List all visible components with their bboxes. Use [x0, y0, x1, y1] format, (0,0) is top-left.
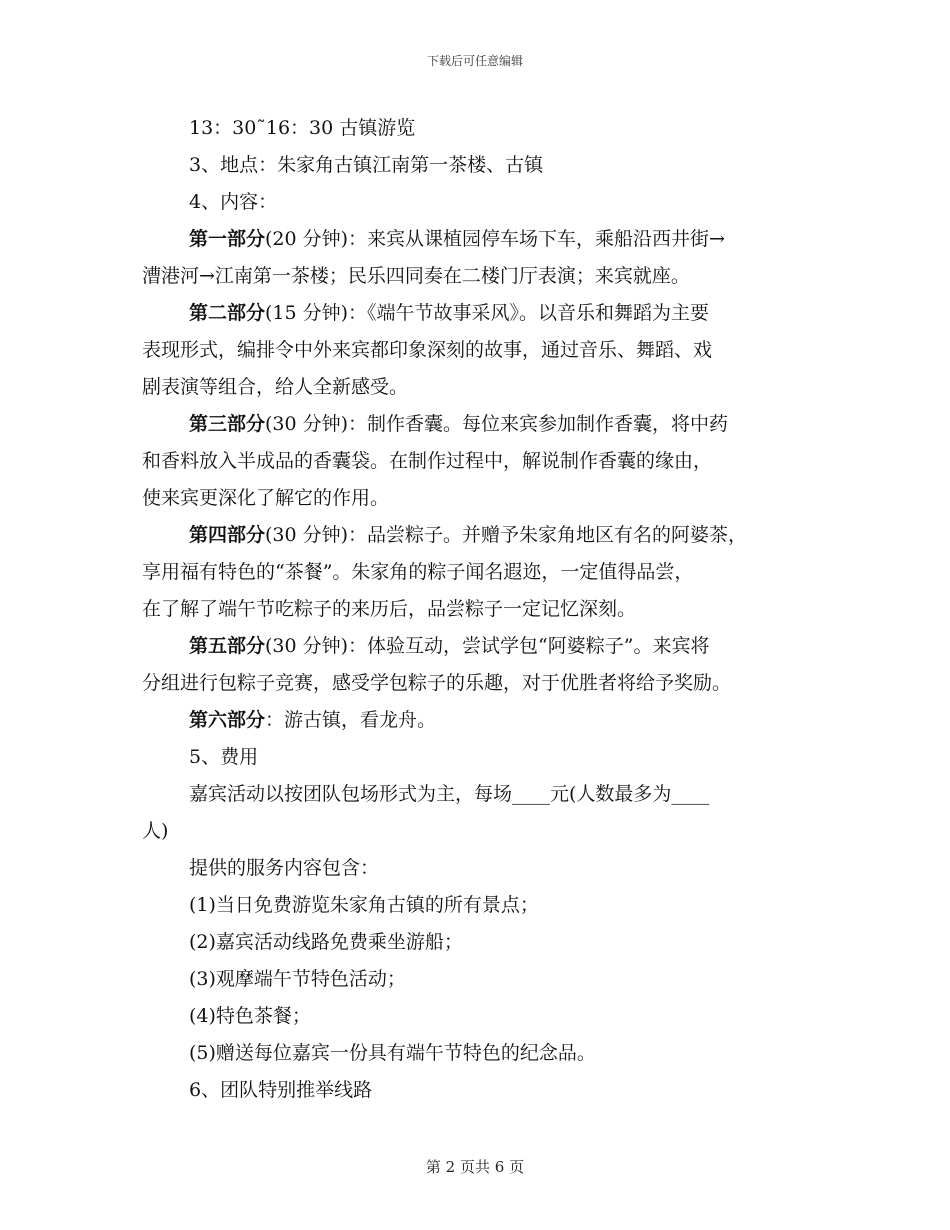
- page-header: 下载后可任意编辑: [426, 54, 523, 68]
- part-4-line-2: 享用福有特色的“茶餐”。朱家角的粽子闻名遐迩，一定值得品尝，: [142, 561, 694, 583]
- part-3-line-1: [142, 406, 822, 443]
- document-body: [142, 110, 822, 1109]
- part-3-line-3: 使来宾更深化了解它的作用。: [142, 487, 390, 509]
- part-1-line-2: 漕港河→江南第一茶楼；民乐四同奏在二楼门厅表演；来宾就座。: [142, 265, 690, 287]
- service-item-3: (3)观摩端午节特色活动；: [189, 968, 406, 990]
- part-6-label: 第六部分: [189, 709, 266, 731]
- service-item-2: (2)嘉宾活动线路免费乘坐游船；: [189, 931, 463, 953]
- part-6-text: ：游古镇，看龙舟。: [265, 709, 437, 731]
- part-5-text: (30 分钟)：体验互动，尝试学包“阿婆粽子”。来宾将: [265, 635, 710, 657]
- schedule-line: 13：30˜16：30 古镇游览: [189, 117, 416, 139]
- part-1-text: (20 分钟)：来宾从课植园停车场下车，乘船沿西井街→: [265, 228, 725, 250]
- part-1-line-1: [142, 221, 822, 258]
- part-3-label: 第三部分: [189, 413, 266, 435]
- section-5-heading: 5、费用: [189, 746, 259, 768]
- service-item-4: (4)特色茶餐；: [189, 1005, 311, 1027]
- page-footer: 第 2 页共 6 页: [425, 1158, 525, 1176]
- part-1-label: 第一部分: [189, 228, 266, 250]
- part-5-line-1: [142, 628, 822, 665]
- part-4-text: (30 分钟)：品尝粽子。并赠予朱家角地区有名的阿婆茶，: [265, 524, 748, 546]
- fee-line-1: 嘉宾活动以按团队包场形式为主，每场____元(人数最多为____: [189, 783, 710, 805]
- part-5-line-2: 分组进行包粽子竞赛，感受学包粽子的乐趣，对于优胜者将给予奖励。: [142, 672, 732, 694]
- section-6-heading: 6、团队特别推举线路: [189, 1079, 373, 1101]
- part-3-line-2: 和香料放入半成品的香囊袋。在制作过程中，解说制作香囊的缘由，: [142, 450, 713, 472]
- part-2-line-1: [142, 295, 822, 332]
- part-3-text: (30 分钟)：制作香囊。每位来宾参加制作香囊，将中药: [265, 413, 729, 435]
- section-4-heading: 4、内容：: [189, 191, 278, 213]
- part-4-line-1: [142, 517, 822, 554]
- part-4-line-3: 在了解了端午节吃粽子的来历后，品尝粽子一定记忆深刻。: [142, 598, 637, 620]
- fee-line-2: 人): [142, 820, 169, 842]
- service-item-5: (5)赠送每位嘉宾一份具有端午节特色的纪念品。: [189, 1042, 596, 1064]
- section-3-location: 3、地点：朱家角古镇江南第一茶楼、古镇: [189, 154, 544, 176]
- part-2-text: (15 分钟)：《端午节故事采风》。以音乐和舞蹈为主要: [265, 302, 710, 324]
- part-2-line-3: 剧表演等组合，给人全新感受。: [142, 376, 409, 398]
- services-title: 提供的服务内容包含：: [189, 857, 380, 879]
- part-4-label: 第四部分: [189, 524, 266, 546]
- part-5-label: 第五部分: [189, 635, 266, 657]
- part-6-line-1: [142, 702, 822, 739]
- part-2-line-2: 表现形式，编排令中外来宾都印象深刻的故事，通过音乐、舞蹈、戏: [142, 339, 713, 361]
- service-item-1: (1)当日免费游览朱家角古镇的所有景点；: [189, 894, 539, 916]
- part-2-label: 第二部分: [189, 302, 266, 324]
